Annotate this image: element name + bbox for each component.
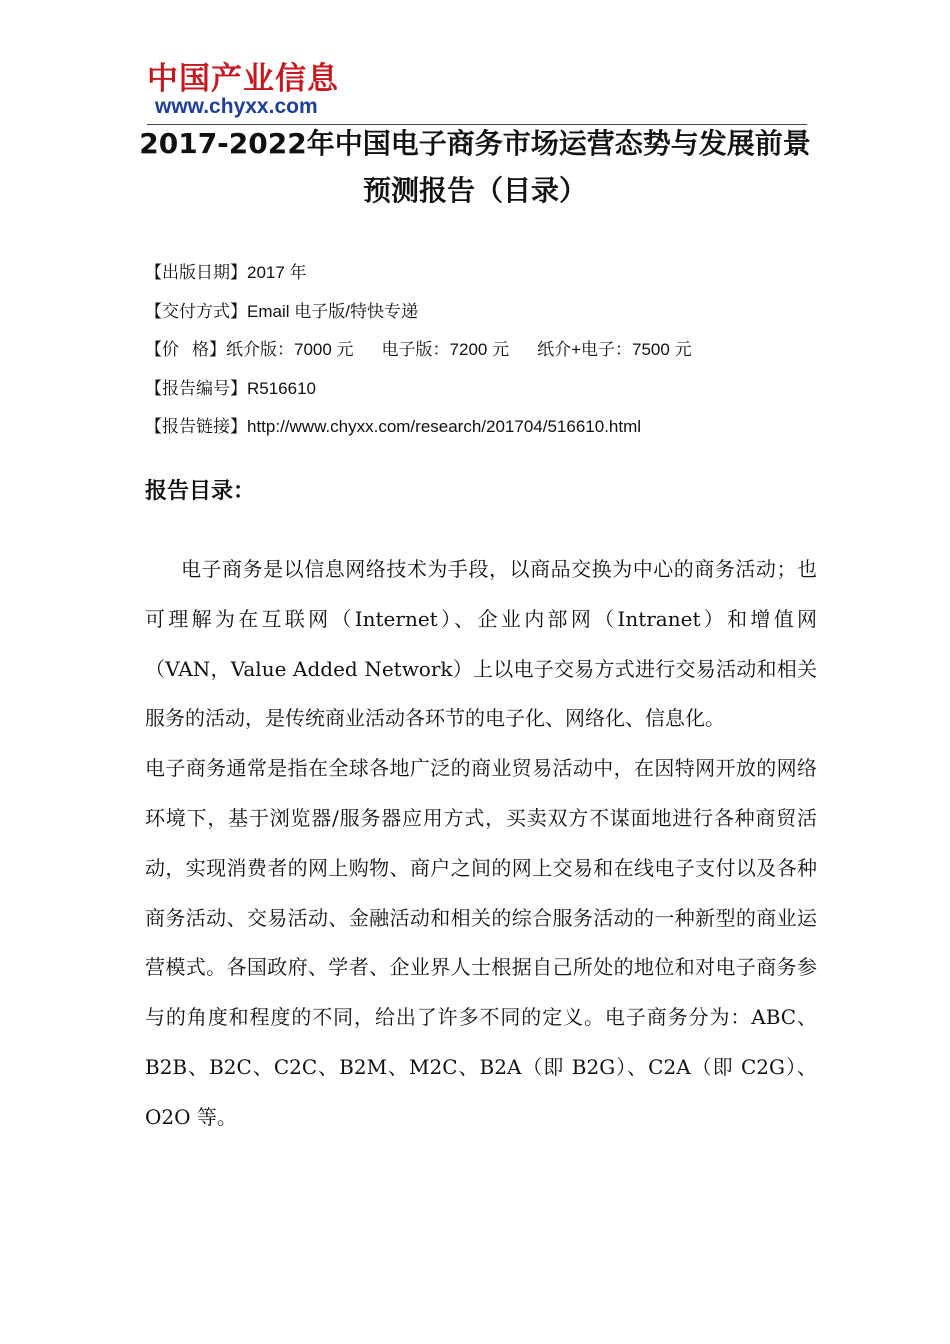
- meta-price-both: 纸介+电子：7500 元: [537, 340, 692, 359]
- body-paragraph-2: 电子商务通常是指在全球各地广泛的商业贸易活动中，在因特网开放的网络环境下，基于浏览器/服务器应用方式，买卖双方不谋面地进行各种商贸活动，实现消费者的网上购物、商户之间的网上交易和在线电子支付以及各种商务活动、交易活动、金融活动和相关的综合服务活动的一种新型的商业运营模式。各国政府、学者、企业界人士根据自己所处的地位和对电子商务参与的角度和程度的不同，给出了许多不同的定义。电子商务分为：ABC、B2B、B2C、C2C、B2M、M2C、B2A（即 B2G）、C2A（即 C2G）、O2O 等。: [145, 756, 817, 1129]
- report-meta: [145, 254, 825, 447]
- toc-heading: 报告目录：: [145, 479, 256, 504]
- meta-price-paper: 纸介版：7000 元: [226, 340, 354, 359]
- meta-price-electronic: 电子版：7200 元: [381, 340, 510, 359]
- meta-delivery: [145, 293, 825, 332]
- meta-delivery-label: 【交付方式】: [145, 301, 247, 322]
- meta-publish-date: [145, 254, 825, 293]
- brand-logo: [147, 62, 347, 118]
- report-title-line-1: 2017-2022年中国电子商务市场运营态势与发展前景: [139, 127, 811, 160]
- meta-price: [145, 331, 825, 370]
- brand-logo-name: 中国产业信息: [147, 61, 339, 97]
- meta-report-number: [145, 370, 825, 409]
- meta-report-link: [145, 408, 825, 447]
- body-paragraph-1: 电子商务是以信息网络技术为手段，以商品交换为中心的商务活动；也可理解为在互联网（Internet）、企业内部网（Intranet）和增值网（VAN，Value Added Network）上以电子交易方式进行交易活动和相关服务的活动，是传统商业活动各环节的电子化、网络化、信息化。: [145, 557, 817, 731]
- report-body: [145, 545, 817, 1143]
- meta-report-link-url[interactable]: http://www.chyxx.com/research/201704/516610.html: [247, 417, 642, 436]
- meta-delivery-value: Email 电子版/特快专递: [247, 301, 418, 321]
- meta-report-number-label: 【报告编号】: [145, 378, 247, 399]
- meta-price-label-open: 【价: [145, 340, 179, 360]
- meta-report-link-label: 【报告链接】: [145, 417, 247, 437]
- report-title: [135, 120, 815, 214]
- meta-report-number-value: R516610: [247, 378, 317, 398]
- brand-logo-url: www.chyxx.com: [155, 95, 318, 118]
- meta-publish-label: 【出版日期】: [145, 263, 247, 283]
- report-title-line-2: 预测报告（目录）: [362, 174, 587, 207]
- meta-price-label-close: 格】: [192, 340, 226, 360]
- meta-publish-value: 2017 年: [247, 263, 307, 282]
